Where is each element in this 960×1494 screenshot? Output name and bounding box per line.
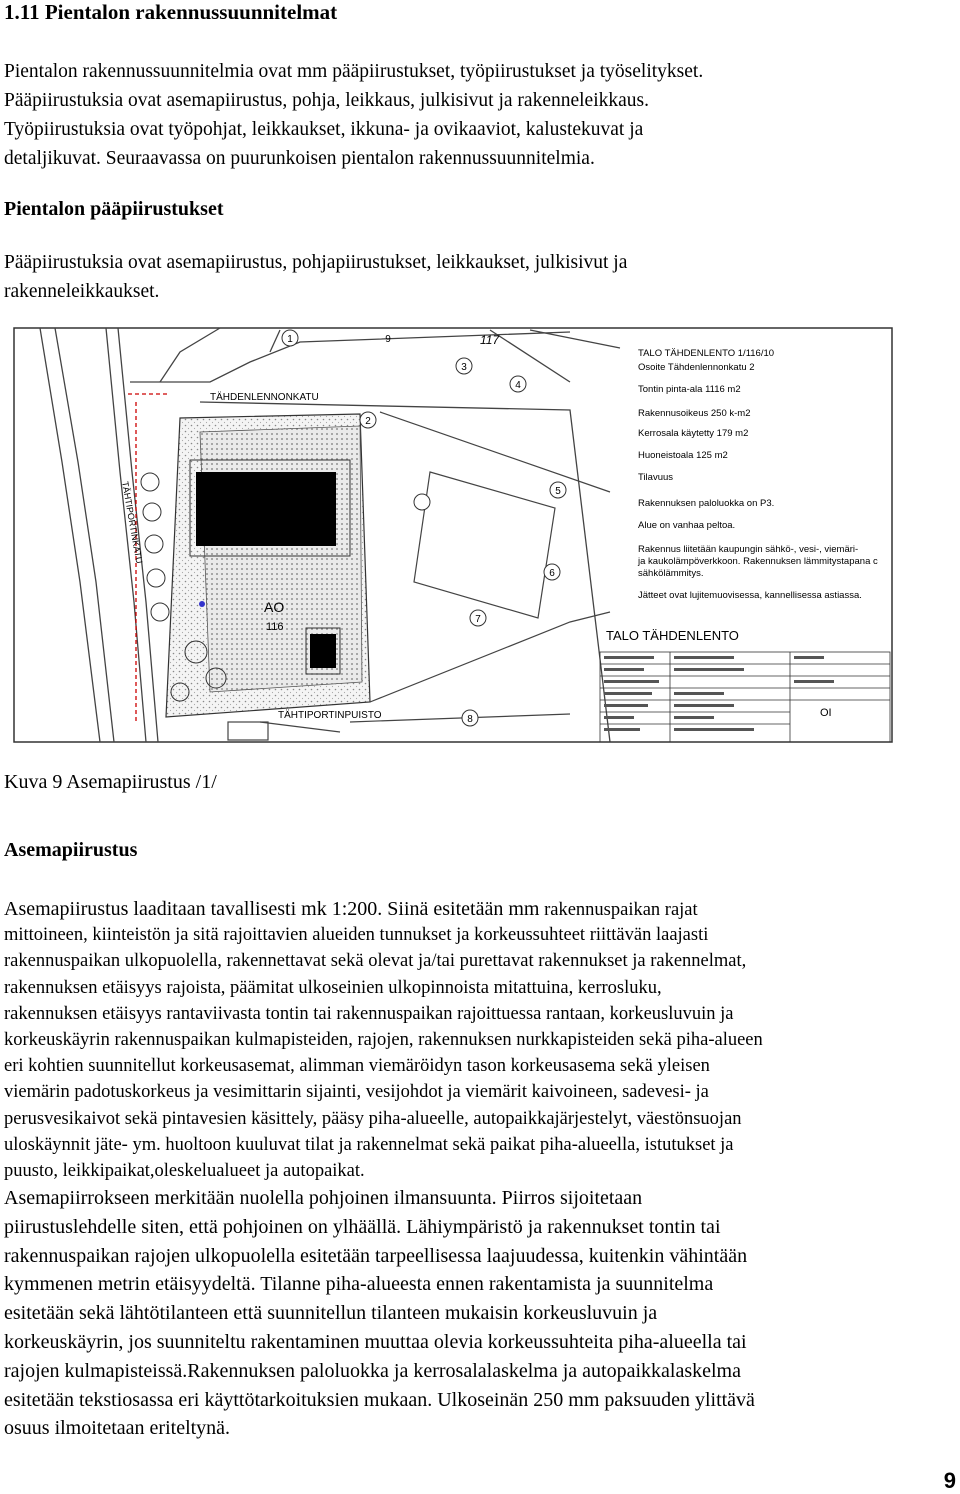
text-line: rakennuspaikan ulkopuolella, rakennettavat sekä olevat ja/tai purettavat rakennukset ja rakennelmat, [4, 951, 747, 972]
lot-label: 6 [549, 568, 555, 579]
page-number: 9 [943, 1468, 956, 1493]
lot-label: 4 [515, 380, 521, 391]
info-line: Jätteet ovat lujitemuovisessa, kannellisessa astiassa. [638, 590, 862, 601]
text-line: perusvesikaivot sekä pintavesien käsittely, pääsy piha-alueelle, autopaikkajärjestelyt, väestönsuojan [4, 1108, 742, 1129]
intro-paragraph [4, 57, 954, 173]
marker-point [199, 601, 205, 607]
zone-number: 116 [266, 621, 284, 633]
info-line: Huoneistoala 125 m2 [638, 450, 728, 461]
info-line: Rakennuksen paloluokka on P3. [638, 498, 775, 509]
lot-label: 9 [385, 334, 391, 345]
outbuilding [310, 634, 336, 668]
text-span: Asemapiirustus laaditaan tavallisesti mk 1:200. Siinä esitetään mm [4, 898, 540, 920]
street-top-label: TÄHDENLENNONKATU [210, 392, 319, 403]
info-line: Rakennusoikeus 250 k-m2 [638, 408, 751, 419]
info-line: Tilavuus [638, 472, 674, 483]
title-block-stamp: OI [820, 707, 832, 719]
info-line: ja kaukolämpöverkkoon. Rakennuksen lämmitystapana c [638, 556, 878, 567]
lot-label: 7 [475, 614, 481, 625]
main-drawings-paragraph [4, 248, 954, 306]
zone-label: AO [264, 599, 285, 615]
text-line: Pientalon rakennussuunnitelmia ovat mm pääpiirustukset, työpiirustukset ja työselitykset. [4, 61, 704, 82]
text-line: osuus ilmoitetaan eriteltynä. [4, 1417, 231, 1440]
info-line: Tontin pinta-ala 1116 m2 [638, 384, 741, 395]
text-line: rajojen kulmapisteissä.Rakennuksen paloluokka ja kerrosalalaskelma ja autopaikkalaskelma [4, 1359, 741, 1382]
lot-label: 1 [287, 334, 293, 345]
text-line: Pääpiirustuksia ovat asemapiirustus, pohja, leikkaus, julkisivut ja rakenneleikkaus. [4, 90, 649, 111]
building [196, 472, 336, 546]
info-title: TALO TÄHDENLENTO 1/116/10 [638, 348, 775, 359]
text-line: korkeuskäyrin rakennuspaikan kulmapisteiden, rajojen, rakennuksen nurkkapisteiden sekä piha-alueen [4, 1029, 763, 1050]
info-line: sähkölämmitys. [638, 568, 704, 579]
text-line: piirustuslehdelle siten, että pohjoinen on ylhäällä. Lähiympäristö ja rakennukset tontin tai [4, 1215, 721, 1238]
site-plan-body [4, 896, 956, 1443]
text-line: rakennuksen etäisyys rantaviivasta tontin tai rakennuspaikan rajoittuessa rantaan, korkeusluvuin ja [4, 1003, 734, 1024]
info-line: Rakennus liitetään kaupungin sähkö-, vesi-, viemäri- [638, 544, 859, 555]
text-line: esitetään tekstiosassa eri käyttötarkoituksien mukaan. Ulkoseinän 250 mm paksuuden ylittävä [4, 1388, 755, 1411]
text-line: eri kohtien suunnitellut korkeusasemat, alimman viemäröidyn tason korkeusasema sekä yleisen [4, 1056, 710, 1077]
lot-label: 3 [461, 362, 467, 373]
text-line: rakennuspaikan rajojen ulkopuolella esitetään tarpeellisessa laajuudessa, kuitenkin vähintään [4, 1244, 748, 1267]
text-line: esitetään sekä lähtötilanteen että suunnitellun tilanteen mukaisin korkeusluvuin ja [4, 1302, 658, 1325]
text-span: rakennuspaikan rajat [539, 900, 698, 920]
text-line [4, 896, 956, 922]
subheading-main-drawings: Pientalon pääpiirustukset [4, 198, 224, 220]
text-line: uloskäynnit jäte- ym. huoltoon kuuluvat tilat ja rakennelmat sekä paikat piha-alueella, istutukset ja [4, 1134, 734, 1155]
text-line: detaljikuvat. Seuraavassa on puurunkoisen pientalon rakennussuunnitelmia. [4, 148, 595, 169]
subheading-site-plan: Asemapiirustus [4, 839, 138, 861]
info-line: Kerrosala käytetty 179 m2 [638, 428, 749, 439]
park-label: TÄHTIPORTINPUISTO [278, 710, 382, 721]
section-heading: 1.11 Pientalon rakennussuunnitelmat [4, 0, 338, 24]
text-line: Asemapiirrokseen merkitään nuolella pohjoinen ilmansuunta. Piirros sijoitetaan [4, 1187, 643, 1210]
lot-label: 8 [467, 714, 473, 725]
text-line: Työpiirustuksia ovat työpohjat, leikkaukset, ikkuna- ja ovikaaviot, kalustekuvat ja [4, 119, 644, 140]
site-plan-figure [10, 322, 896, 748]
block-number: 117 [480, 333, 500, 347]
text-line: mittoineen, kiinteistön ja sitä rajoittavien alueiden tunnukset ja korkeussuhteet riittävän laajasti [4, 925, 709, 946]
title-block-header: TALO TÄHDENLENTO [606, 628, 739, 643]
lot-label: 2 [365, 416, 371, 427]
text-line: Pääpiirustuksia ovat asemapiirustus, pohjapiirustukset, leikkaukset, julkisivut ja [4, 252, 628, 273]
text-line: puusto, leikkipaikat,oleskelualueet ja autopaikat. [4, 1160, 365, 1181]
figure-caption: Kuva 9 Asemapiirustus /1/ [4, 771, 217, 793]
text-line: rakenneleikkaukset. [4, 281, 160, 302]
text-line: viemärin padotuskorkeus ja vesimittarin sijainti, vesijohdot ja viemärit kaivoineen, sadevesi- ja [4, 1082, 709, 1103]
text-line: kymmenen metrin etäisyydeltä. Tilanne piha-alueesta ennen rakentamista ja suunnitelma [4, 1273, 714, 1296]
lot-label: 5 [555, 486, 561, 497]
text-line: rakennuksen etäisyys rajoista, päämitat ulkoseinien ulkopinnoista mitattuina, kerrosluku, [4, 977, 662, 998]
info-line: Alue on vanhaa peltoa. [638, 520, 736, 531]
street-left-label: TÄHTIPORTINKATU [120, 480, 145, 565]
text-line: korkeuskäyrin, jos suunniteltu rakentaminen muuttaa olevia korkeussuhteita piha-alueella tai [4, 1331, 747, 1354]
info-line: Osoite Tähdenlennonkatu 2 [638, 362, 755, 373]
